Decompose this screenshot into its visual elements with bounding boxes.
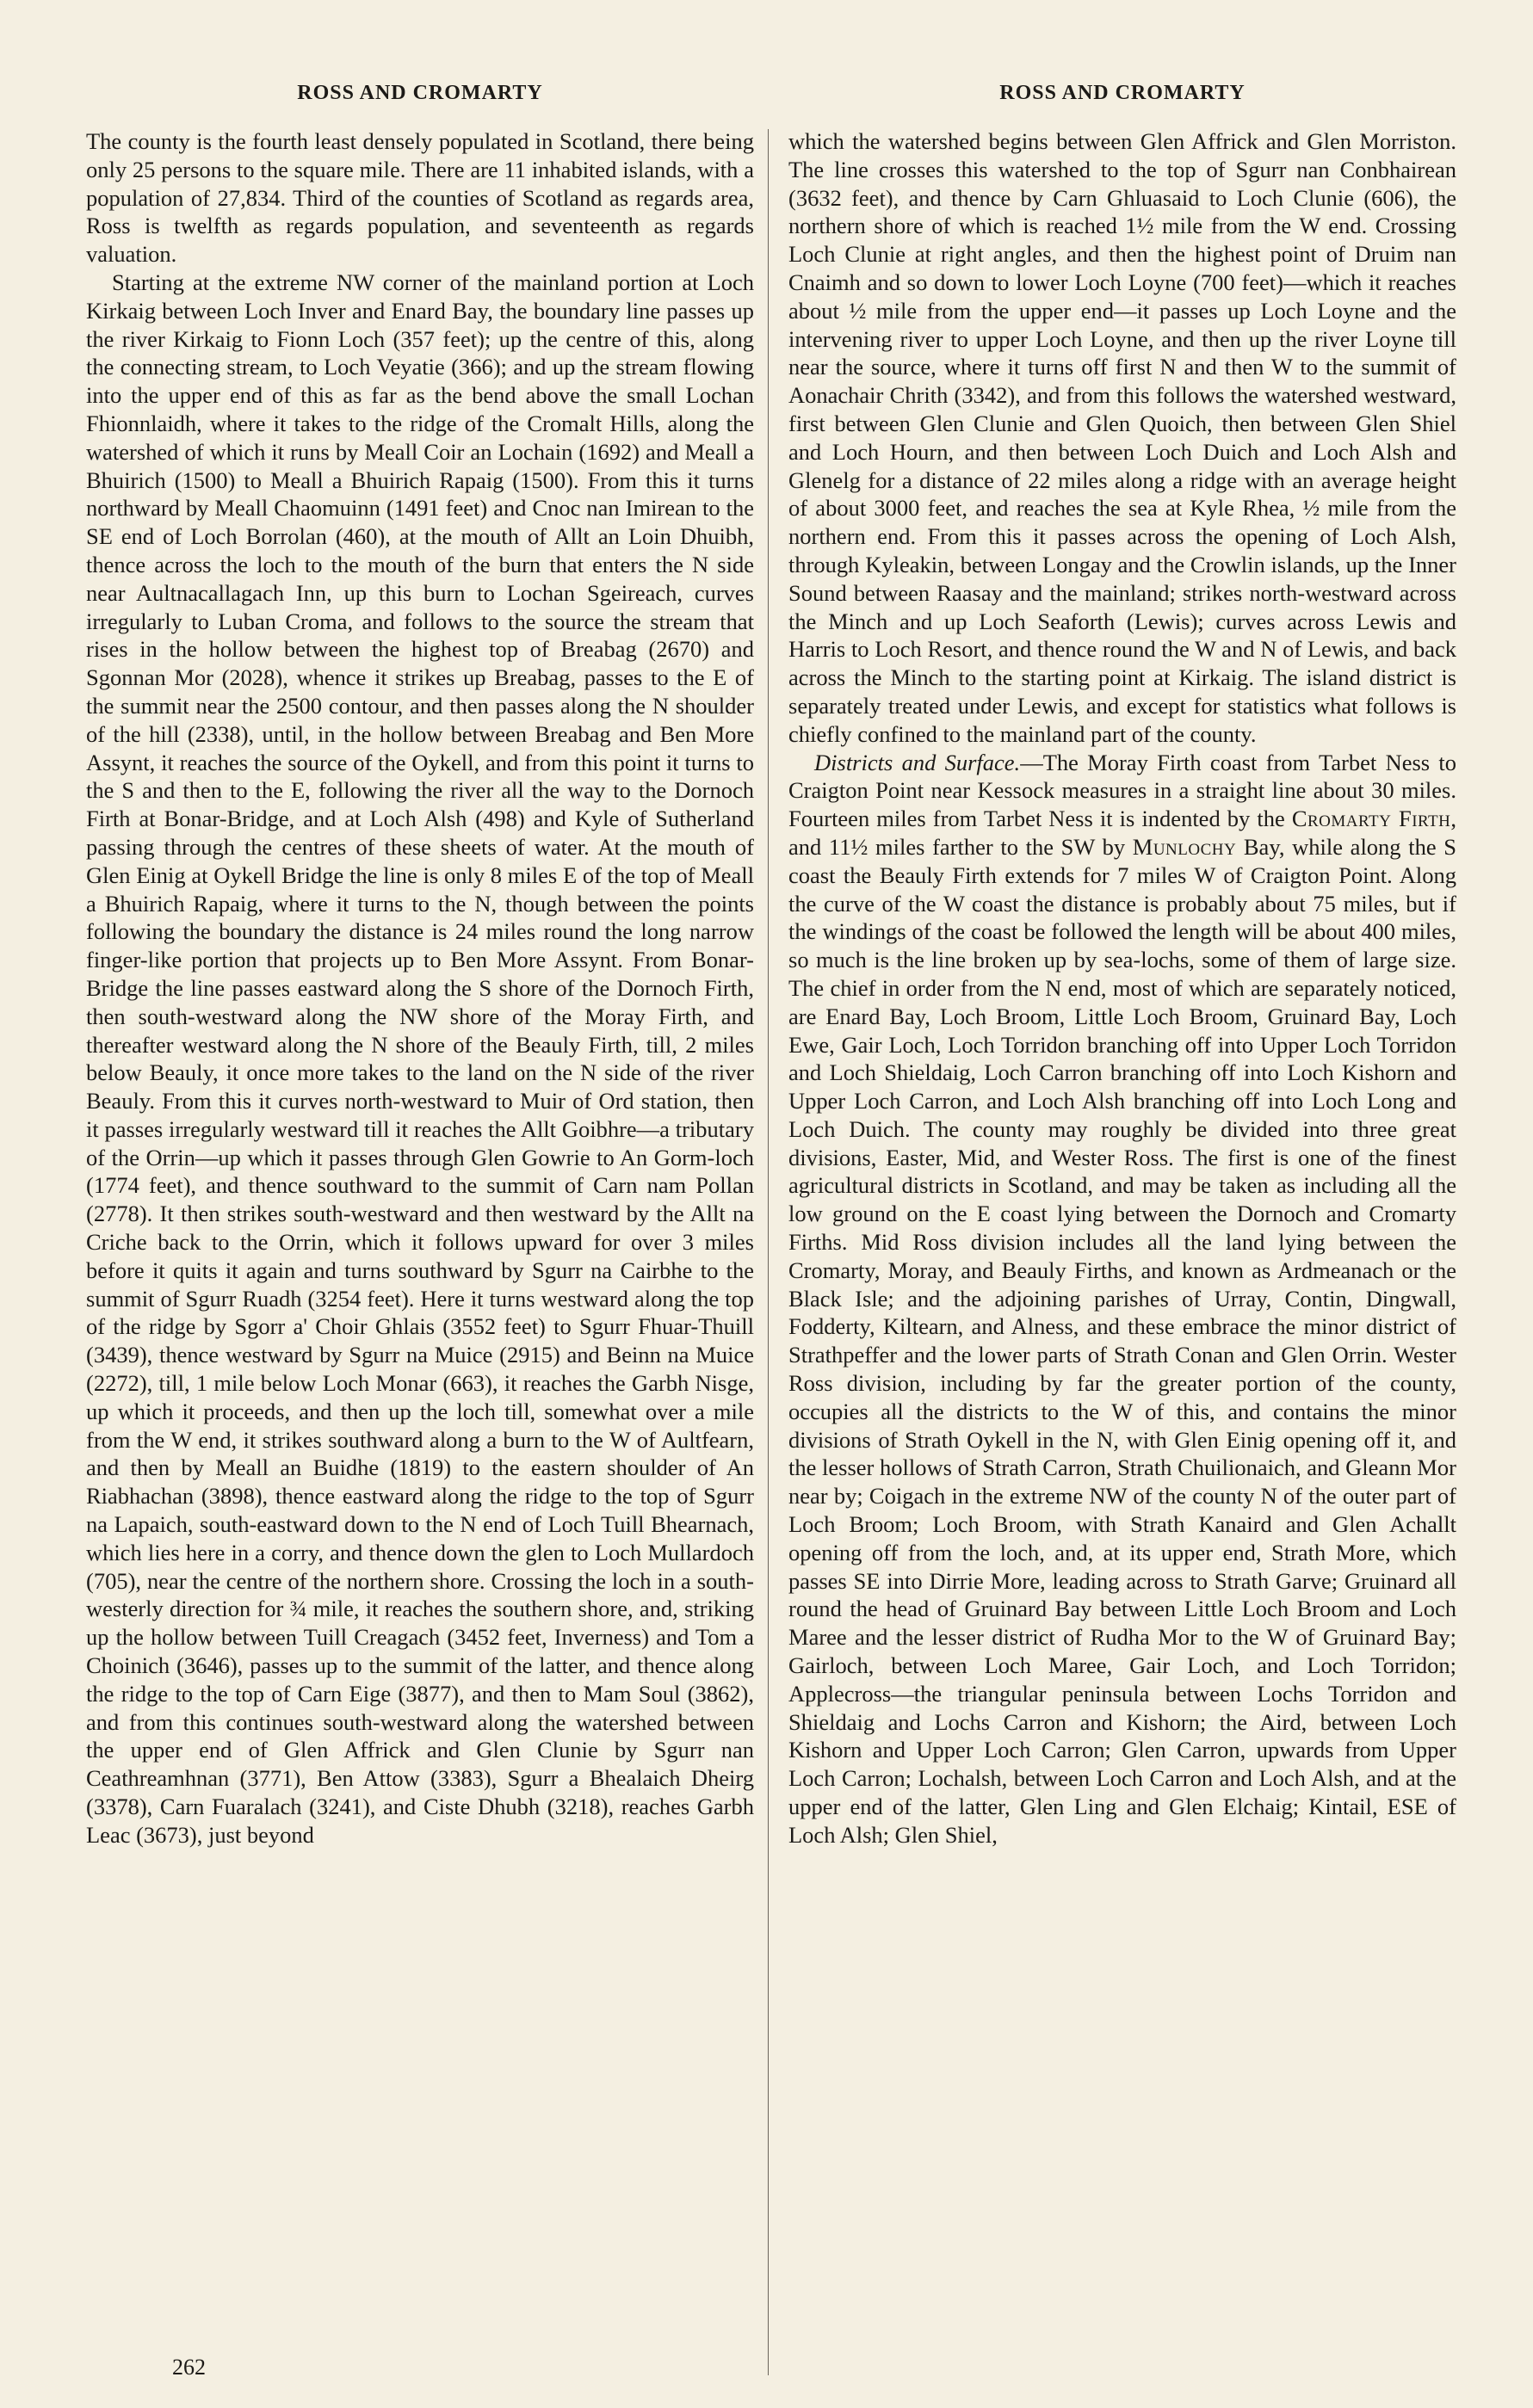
page-number: 262 <box>172 2355 206 2380</box>
section-heading-districts: Districts and Surface. <box>814 749 1021 775</box>
right-paragraph-1: which the watershed begins between Glen Affrick and Glen Morriston. The line crosses this watershed to the top of Sgurr nan Conbhairean (3632 feet), and thence by Carn Ghluasaid to Loch Clunie (606), the northern shore of which is reached 1½ mile from the W end. Crossing Loch Clunie at right angles, and then the highest point of Druim nan Cnaimh and so down to lower Loch Loyne (700 feet)—which it reaches about ½ mile from the upper end—it passes up Loch Loyne and the intervening river to upper Loch Loyne, and then up the river Loyne till near the source, where it turns off first N and then W to the summit of Aonachair Chrith (3342), and from this follows the watershed westward, first between Glen Clunie and Glen Quoich, then between Glen Shiel and Loch Hourn, and then between Loch Duich and Loch Alsh and Glenelg for a distance of 22 miles along a ridge with an average height of about 3000 feet, and reaches the sea at Kyle Rhea, ½ mile from the northern end. From this it passes across the opening of Loch Alsh, through Kyleakin, between Longay and the Crowlin islands, up the Inner Sound between Raasay and the mainland; strikes north-westward across the Minch and up Loch Seaforth (Lewis); curves across Lewis and Harris to Loch Resort, and thence round the W and N of Lewis, and back across the Minch to the starting point at Kirkaig. The island district is separately treated under Lewis, and except for statistics what follows is chiefly confined to the mainland part of the county. <box>788 128 1456 747</box>
left-paragraph-2: Starting at the extreme NW corner of the mainland portion at Loch Kirkaig between Loch Inver and Enard Bay, the boundary line passes up the river Kirkaig to Fionn Loch (357 feet); up the centre of this, along the connecting stream, to Loch Veyatie (366); and up the stream flowing into the upper end of this as far as the bend above the small Lochan Fhionnlaidh, where it takes to the ridge of the Cromalt Hills, along the watershed of which it runs by Meall Coir an Lochain (1692) and Meall a Bhuirich (1500) to Meall a Bhuirich Rapaig (1500). From this it turns northward by Meall Chaomuinn (1491 feet) and Cnoc nan Imirean to the SE end of Loch Borrolan (460), at the mouth of Allt an Loin Dhuibh, thence across the loch to the mouth of the burn that enters the N side near Aultnacallagach Inn, up this burn to Lochan Sgeireach, curves irregularly to Luban Croma, and follows to the source the stream that rises in the hollow between the highest top of Breabag (2670) and Sgonnan Mor (2028), whence it strikes up Breabag, passes to the E of the summit near the 2500 contour, and then passes along the N shoulder of the hill (2338), until, in the hollow between Breabag and Ben More Assynt, it reaches the source of the Oykell, and from this point it turns to the S and then to the E, following the river all the way to the Dornoch Firth at Bonar-Bridge, and at Loch Alsh (498) and Kyle of Sutherland passing through the centres of these sheets of water. At the mouth of Glen Einig at Oykell Bridge the line is only 8 miles E of the top of Meall a Bhuirich Rapaig, where it turns to the N, though between the points following the boundary the distance is 24 miles round the long narrow finger-like portion that projects up to Ben More Assynt. From Bonar-Bridge the line passes eastward along the S shore of the Dornoch Firth, then south-westward along the NW shore of the Moray Firth, and thereafter westward along the N shore of the Beauly Firth, till, 2 miles below Beauly, it once more takes to the land on the N side of the river Beauly. From this it curves north-westward to Muir of Ord station, then it passes irregularly westward till it reaches the Allt Goibhre—a tributary of the Orrin—up which it passes through Glen Gowrie to An Gorm-loch (1774 feet), and thence southward to the summit of Carn nam Pollan (2778). It then strikes south-westward and then westward by the Allt na Criche back to the Orrin, which it follows upward for over 3 miles before it quits it again and turns southward by Sgurr na Cairbhe to the summit of Sgurr Ruadh (3254 feet). Here it turns westward along the top of the ridge by Sgorr a' Choir Ghlais (3552 feet) to Sgurr Fhuar-Thuill (3439), thence westward by Sgurr na Muice (2915) and Beinn na Muice (2272), till, 1 mile below Loch Monar (663), it reaches the Garbh Nisge, up which it proceeds, and then up the loch till, somewhat over a mile from the W end, it strikes southward along a burn to the W of Aultfearn, and then by Meall an Buidhe (1819) to the eastern shoulder of An Riabhachan (3898), thence eastward along the ridge to the top of Sgurr na Lapaich, south-eastward down to the N end of Loch Tuill Bhearnach, which lies here in a corry, and thence down the glen to Loch Mullardoch (705), near the centre of the northern shore. Crossing the loch in a south-westerly direction for ¾ mile, it reaches the southern shore, and, striking up the hollow between Tuill Creagach (3452 feet, Inverness) and Tom a Choinich (3646), passes up to the summit of the latter, and thence along the ridge to the top of Carn Eige (3877), and then to Mam Soul (3862), and from this continues south-westward along the watershed between the upper end of Glen Affrick and Glen Clunie by Sgurr nan Ceathreamhnan (3771), Ben Attow (3383), Sgurr a Bhealaich Dheirg (3378), Carn Fuaralach (3241), and Ciste Dhubh (3218), reaches Garbh Leac (3673), just beyond <box>86 269 754 1848</box>
cross-reference-munlochy: Munlochy <box>1132 833 1237 860</box>
left-running-header: ROSS AND CROMARTY <box>297 82 543 104</box>
left-column <box>86 76 754 1849</box>
left-paragraph-1: The county is the fourth least densely populated in Scotland, there being only 25 persons to the square mile. There are 11 inhabited islands, with a population of 27,834. Third of the counties of Scotland as regards area, Ross is twelfth as regards population, and seventeenth as regards valuation. <box>86 128 754 268</box>
paragraph-text-b: , and 11½ miles farther to the SW by <box>788 806 1457 860</box>
right-running-header: ROSS AND CROMARTY <box>999 82 1246 104</box>
cross-reference-cromarty-firth: Cromarty Firth <box>1291 806 1451 832</box>
right-column <box>788 76 1456 1849</box>
right-paragraph-2 <box>788 749 1456 1849</box>
column-divider <box>768 129 769 2375</box>
paragraph-text-a: —The Moray Firth coast from Tarbet Ness to Craigton Point near Kessock measures in a straight line about 30 miles. Fourteen miles from Tarbet Ness it is indented by the <box>788 749 1456 832</box>
paragraph-text-c: Bay, while along the S coast the Beauly Firth extends for 7 miles W of Craigton Point. Along the curve of the W coast the distance is probably about 75 miles, but if the windings of the coast be followed the length will be about 400 miles, so much is the line broken up by sea-lochs, some of them of large size. The chief in order from the N end, most of which are separately noticed, are Enard Bay, Loch Broom, Little Loch Broom, Gruinard Bay, Loch Ewe, Gair Loch, Loch Torridon branching off into Upper Loch Torridon and Loch Shieldaig, Loch Carron branching off into Loch Kishorn and Upper Loch Carron, and Loch Alsh branching off into Loch Long and Loch Duich. The county may roughly be divided into three great divisions, Easter, Mid, and Wester Ross. The first is one of the finest agricultural districts in Scotland, and may be taken as including all the low ground on the E coast lying between the Dornoch and Cromarty Firths. Mid Ross division includes all the land lying between the Cromarty, Moray, and Beauly Firths, and known as Ardmeanach or the Black Isle; and the adjoining parishes of Urray, Contin, Dingwall, Fodderty, Kiltearn, and Alness, and these embrace the minor district of Strathpeffer and the lower parts of Strath Conan and Glen Orrin. Wester Ross division, including by far the greater portion of the county, occupies all the districts to the W of this, and contains the minor divisions of Strath Oykell in the N, with Glen Einig opening off it, and the lesser hollows of Strath Carron, Strath Chuilionaich, and Gleann Mor near by; Coigach in the extreme NW of the county N of the outer part of Loch Broom; Loch Broom, with Strath Kanaird and Glen Achallt opening off from the loch, and, at its upper end, Strath More, which passes SE into Dirrie More, leading across to Strath Garve; Gruinard all round the head of Gruinard Bay between Little Loch Broom and Loch Maree and the lesser district of Rudha Mor to the W of Gruinard Bay; Gairloch, between Loch Maree, Gair Loch, and Loch Torridon; Applecross—the triangular peninsula between Lochs Torridon and Shieldaig and Lochs Carron and Kishorn; the Aird, between Loch Kishorn and Upper Loch Carron; Glen Carron, upwards from Upper Loch Carron; Lochalsh, between Loch Carron and Loch Alsh, and at the upper end of the latter, Glen Ling and Glen Elchaig; Kintail, ESE of Loch Alsh; Glen Shiel, <box>788 833 1457 1848</box>
